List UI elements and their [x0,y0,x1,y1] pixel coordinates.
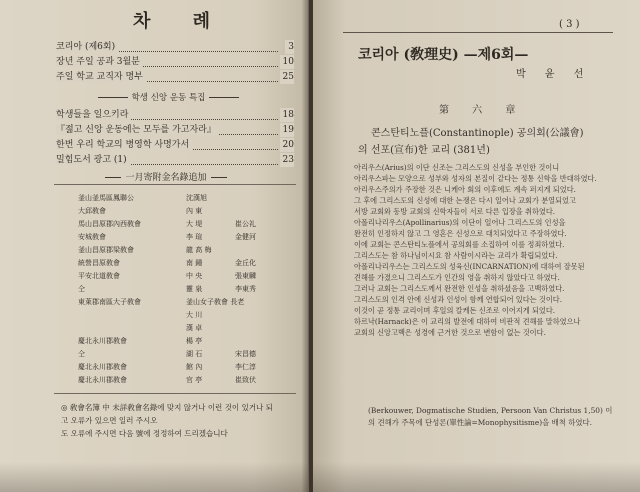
body-line: 그 후에 그리스도의 신성에 대한 논쟁은 다시 일어나 교회가 분열되었고 [354,196,576,205]
left-page [0,0,309,492]
donor-row [54,192,296,204]
donor-name: 崔致伏 [235,376,256,384]
toc-section-entry-page: 18 [280,108,294,122]
body-line: 견해를 가졌으니 그리스도가 인간의 영을 취하지 않았다고 하였다. [354,273,560,282]
body-line: 아폴리나리우스(Apollinarius)의 이단이 일어나 그리스도의 인성을 [354,218,566,227]
chapter-heading-line: 콘스탄티노플(Constantinople) 공의회(公議會) [371,128,584,139]
donor-church: 東萊郡南區大子敎會 [78,298,141,306]
donor-row [54,270,296,282]
toc-entry-page: 10 [280,55,294,69]
toc-entry-page: 25 [280,70,294,84]
donor-row [54,218,296,230]
donor-row [54,322,296,334]
header-rule [343,32,613,33]
notice-line: 고 오류가 있으면 일러 주시오 [61,416,158,425]
donor-region: 李 瑄 [186,233,203,241]
toc-entry-text: 장년 주일 공과 3월분 [56,57,143,67]
donor-region: 大 川 [186,311,203,319]
article-title-prefix: 코리아 [358,47,399,63]
toc-entry [56,70,294,84]
notice-line: ◎ 敎會名簿 中 未詳敎會名錄에 맞지 않거나 이런 것이 있거나 되 [61,403,273,412]
donor-name: 金丘化 [235,259,256,267]
toc-entry [56,55,294,69]
chapter-heading-line: 의 선포(宣布)한 교리 (381년) [358,145,490,156]
donor-name: 宋昌德 [235,350,256,358]
donor-row [54,257,296,269]
right-page [313,0,640,492]
chapter-number: 第 六 章 [439,105,526,116]
donor-name: 張東麟 [235,272,256,280]
donor-region: 楊 亭 [186,337,203,345]
donor-church: 釜山昌原郡梁敎會 [78,246,134,254]
toc-entry [56,40,294,54]
toc-title: 차 례 [133,11,229,32]
body-line: 완전히 인정하지 않고 그 영혼은 신성으로 대치되었다고 주장하였다. [354,229,567,238]
body-line: 하르낙(Harnack)은 이 교리의 발전에 대하여 비판적 견해를 말하였으나 [354,317,581,326]
donor-region: 官 亭 [186,376,203,384]
donor-church: 馬山昌原郡內西敎會 [78,220,141,228]
notice-line: 도 오류에 주시면 다음 號에 정정하여 드리겠습니다 [61,429,228,438]
donor-row [54,361,296,373]
toc-section-entry [56,123,294,137]
body-line: 아폴리나리우스는 그리스도의 성육신(INCARNATION)에 대하여 잘못된 [354,262,585,271]
donor-row [54,244,296,256]
donor-region: 釜山女子敎會 長老 [186,298,245,306]
donor-church: 慶北永川郡敎會 [78,376,127,384]
donor-row [54,348,296,360]
body-line: 아리우스주의가 주장한 것은 니케아 회의 이후에도 계속 퍼지게 되었다. [354,185,576,194]
special-section-heading: 학생 신앙 운동 특집 [66,91,271,103]
article-title [358,44,528,64]
donor-church: 安城敎會 [78,233,106,241]
donor-region: 中 央 [186,272,203,280]
article-body [354,162,620,338]
toc-section-entry-page: 23 [280,153,294,167]
donor-region: 沈漢旭 [186,194,207,202]
body-line: 아리우스(Arius)의 이단 신조는 그리스도의 신성을 부인한 것이니 [354,163,560,172]
body-line: 그리스도의 인격 안에 신성과 인성이 함께 연합되어 있다는 것이다. [354,295,563,304]
page-shadow [0,462,308,492]
toc-section-entry [56,153,294,167]
donor-region: 湖 石 [186,350,203,358]
donor-church: 平安北道敎會 [78,272,120,280]
body-line: 교회의 신앙고백은 성경에 근거한 것으로 변함이 없는 것이다. [354,328,546,337]
donor-church: 統營昌原敎會 [78,259,120,267]
donor-region: 內 東 [186,207,203,215]
toc-section-entry-page: 20 [280,138,294,152]
donor-region: 大 堤 [186,220,203,228]
donor-region: 南 鍾 [186,259,203,267]
body-line: 이에 교회는 콘스탄티노플에서 공의회를 소집하여 이를 정죄하였다. [354,240,565,249]
donor-church: 大邱敎會 [78,207,106,215]
page-shadow [313,462,640,492]
donor-region: 靈 泉 [186,285,203,293]
body-line: 아리우스파는 모양으로 성부와 성자의 본질이 같다는 정통 신학을 반대하였다. [354,174,597,183]
donor-church: 慶北永川郡敎會 [78,337,127,345]
donor-row [54,374,296,386]
donor-name: 李東秀 [235,285,256,293]
donor-name-list [54,184,296,394]
donor-region: 龍 高 梅 [186,246,212,254]
donor-row [54,231,296,243]
toc-section-entry-text: 밀힘도서 광고 (1) [56,155,130,165]
donor-row [54,283,296,295]
donor-church: 仝 [78,285,85,293]
article-author: 박 윤 선 [516,69,592,80]
donor-church: 釜山釜馬區鳳聯公 [78,194,134,202]
article-title-suffix: —제6회— [463,47,529,63]
footnote-line: 의 견해가 주목에 단성론(單性論=Monophysitisme)을 배척 하였다. [368,418,593,427]
donor-name: 崔公礼 [235,220,256,228]
donor-region: 漢 卓 [186,324,203,332]
donor-church: 慶北永川郡敎會 [78,363,127,371]
article-footnote [368,405,618,429]
toc-section-entry-page: 19 [280,123,294,137]
toc-section-entry-text: 『젊고 신앙 운동에는 모두를 가고자라』 [56,125,219,135]
toc-section-entry-text: 학생들을 일으키라 [56,110,131,120]
body-line: 이것이 곧 정통 교리이며 후일의 칼케돈 신조로 이어지게 되었다. [354,306,556,315]
body-line: 그리스도는 참 하나님이시요 참 사람이시라는 교리가 확립되었다. [354,251,558,260]
toc-section-entry-text: 한번 우리 학교의 병영학 사명가서 [56,140,192,150]
donor-row [54,309,296,321]
notice-text [61,401,287,440]
donor-row [54,205,296,217]
toc-entry-page: 3 [285,40,294,54]
donor-region: 館 內 [186,363,203,371]
donor-row [54,335,296,347]
footnote-line: (Berkouwer, Dogmatische Studien, Persoon Van Christus 1,50) 이 [368,406,613,415]
donor-row [54,296,296,308]
toc-entry-text: 코리아 (제6회) [56,42,118,52]
donor-church: 仝 [78,350,85,358]
body-line: 서방 교회와 동방 교회의 신학자들이 서로 다른 입장을 취하였다. [354,207,556,216]
donor-name: 金健河 [235,233,256,241]
toc-entry-text: 주일 학교 교직자 명부 [56,72,146,82]
donation-list-title: 一月寄附金名錄追加 [86,170,246,183]
donor-name: 李仁淳 [235,363,256,371]
toc-section-entry [56,108,294,122]
toc-section-entry [56,138,294,152]
body-line: 그러나 교회는 그리스도께서 완전한 인성을 취하셨음을 고백하였다. [354,284,565,293]
page-number: ( 3 ) [559,19,580,30]
article-title-hanja: (敎理史) [403,47,459,63]
